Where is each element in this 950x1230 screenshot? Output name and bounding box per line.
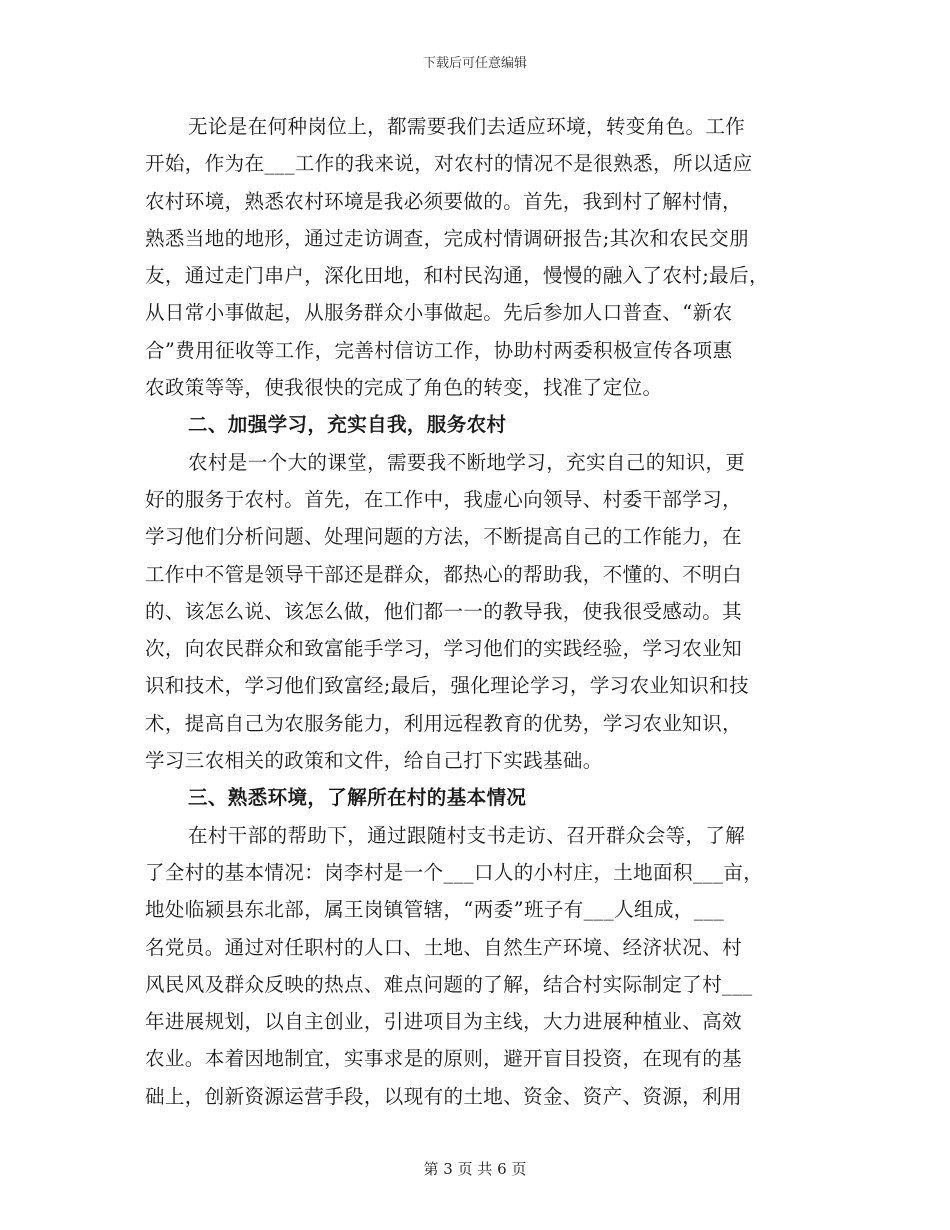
text-line: 在村干部的帮助下，通过跟随村支书走访、召开群众会等，了解	[188, 823, 746, 847]
text-line: 风民风及群众反映的热点、难点问题的了解，结合村实际制定了村___	[145, 972, 753, 996]
text-line: 农政策等等，使我很快的完成了角色的转变，找准了定位。	[145, 376, 663, 400]
text-line: 础上，创新资源运营手段，以现有的土地、资金、资产、资源，利用	[145, 1084, 743, 1108]
text-line: 学习三农相关的政策和文件，给自己打下实践基础。	[145, 749, 603, 773]
text-line: 术，提高自己为农服务能力，利用远程教育的优势，学习农业知识，	[145, 711, 743, 735]
text-line: 次，向农民群众和致富能手学习，学习他们的实践经验，学习农业知	[145, 637, 743, 661]
text-line: 地处临颍县东北部，属王岗镇管辖，“两委”班子有___人组成，___	[145, 898, 725, 922]
page-header: 下载后可任意编辑	[422, 56, 527, 71]
text-line: 名党员。通过对任职村的人口、土地、自然生产环境、经济状况、村	[145, 935, 743, 959]
text-line: 识和技术，学习他们致富经;最后，强化理论学习，学习农业知识和技	[145, 674, 749, 698]
text-line: 农村是一个大的课堂，需要我不断地学习，充实自己的知识，更	[188, 450, 746, 474]
text-line: 了全村的基本情况：岗李村是一个___口人的小村庄，土地面积___亩，	[145, 860, 764, 884]
text-line: 合”费用征收等工作，完善村信访工作，协助村两委积极宣传各项惠	[145, 338, 733, 362]
text-line: 农村环境，熟悉农村环境是我必须要做的。首先，我到村了解村情，	[145, 189, 743, 213]
text-line: 的、该怎么说、该怎么做，他们都一一的教导我，使我很受感动。其	[145, 599, 743, 623]
text-line: 从日常小事做起，从服务群众小事做起。先后参加人口普查、“新农	[145, 301, 733, 325]
text-line: 年进展规划，以自主创业，引进项目为主线，大力进展种植业、高效	[145, 1010, 743, 1034]
text-line: 友，通过走门串户，深化田地，和村民沟通，慢慢的融入了农村;最后，	[145, 264, 769, 288]
text-line: 开始，作为在___工作的我来说，对农村的情况不是很熟悉，所以适应	[145, 152, 753, 176]
text-line: 熟悉当地的地形，通过走访调查，完成村情调研报告;其次和农民交朋	[145, 226, 749, 250]
text-line: 无论是在何种岗位上，都需要我们去适应环境，转变角色。工作	[188, 115, 746, 138]
text-line: 好的服务于农村。首先，在工作中，我虚心向领导、村委干部学习，	[145, 487, 743, 511]
page-footer: 第 3 页 共 6 页	[423, 1160, 527, 1178]
document-body	[145, 108, 810, 1115]
text-line: 学习他们分析问题、处理问题的方法，不断提高自己的工作能力，在	[145, 525, 743, 549]
text-line: 农业。本着因地制宜，实事求是的原则，避开盲目投资，在现有的基	[145, 1047, 743, 1071]
section-heading: 三、熟悉环境，了解所在村的基本情况	[188, 786, 527, 810]
text-line: 工作中不管是领导干部还是群众，都热心的帮助我，不懂的、不明白	[145, 562, 743, 586]
section-heading: 二、加强学习，充实自我，服务农村	[188, 413, 507, 437]
